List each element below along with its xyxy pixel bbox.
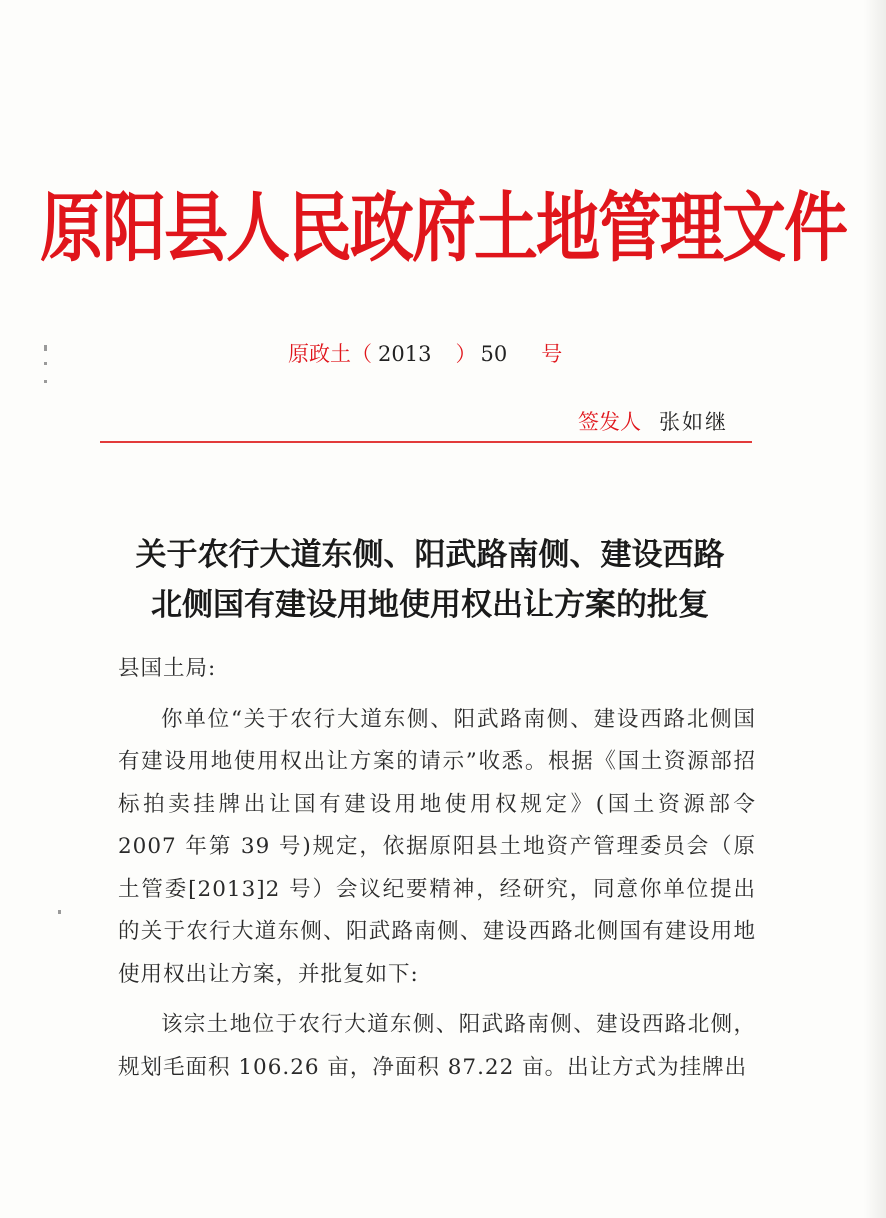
document-title-line-1: 关于农行大道东侧、阳武路南侧、建设西路	[135, 537, 725, 573]
addressee: 县国土局:	[118, 656, 217, 681]
body-paragraph-1: 你单位“关于农行大道东侧、阳武路南侧、建设西路北侧国有建设用地使用权出让方案的请示”收悉。根据《国土资源部招标拍卖挂牌出让国有建设用地使用权规定》(国土资源部令 2007 年第 39 号)规定，依据原阳县土地资产管理委员会（原土管委[2013]2 号）会议纪要精神，经研究，同意你单位提出的关于农行大道东侧、阳武路南侧、建设西路北侧国有建设用地使用权出让方案，并批复如下:	[118, 706, 756, 987]
scan-speck	[44, 345, 47, 351]
doc-number-suffix: 号	[541, 342, 563, 366]
doc-number-close: ）	[455, 342, 477, 366]
document-header: 原阳县人民政府土地管理文件	[40, 185, 846, 273]
signer-name: 张如继	[659, 410, 728, 434]
doc-number-value: 50	[480, 342, 508, 366]
scan-speck	[58, 910, 61, 914]
document-number	[288, 338, 562, 368]
document-body	[118, 648, 756, 1089]
body-paragraph-2: 该宗土地位于农行大道东侧、阳武路南侧、建设西路北侧，规划毛面积 106.26 亩，净面积 87.22 亩。出让方式为挂牌出	[118, 1012, 756, 1080]
signer-label: 签发人	[578, 410, 641, 434]
document-title	[100, 530, 760, 630]
header-divider	[100, 441, 752, 443]
scan-speck	[44, 380, 47, 383]
doc-number-year: 2013	[378, 342, 432, 366]
document-title-line-2: 北侧国有建设用地使用权出让方案的批复	[151, 587, 709, 623]
scan-speck	[44, 362, 47, 365]
signer-row	[578, 406, 728, 436]
doc-number-prefix: 原政土（	[288, 342, 372, 366]
